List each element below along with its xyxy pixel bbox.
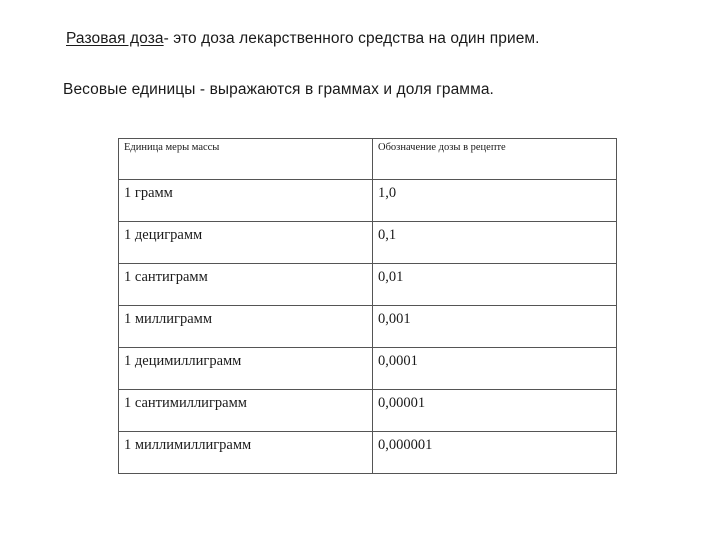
- notation-cell: 0,0001: [373, 348, 617, 390]
- unit-cell: 1 децимиллиграмм: [119, 348, 373, 390]
- table-row: [119, 390, 617, 432]
- notation-cell: 0,1: [373, 222, 617, 264]
- table-header-row: [119, 139, 617, 180]
- header-mass-unit: Единица меры массы: [119, 139, 373, 180]
- unit-cell: 1 сантиграмм: [119, 264, 373, 306]
- notation-cell: 0,000001: [373, 432, 617, 474]
- table-row: [119, 432, 617, 474]
- notation-cell: 0,001: [373, 306, 617, 348]
- header-dose-notation: Обозначение дозы в рецепте: [373, 139, 617, 180]
- dose-units-table: [118, 138, 617, 474]
- table-row: [119, 264, 617, 306]
- unit-cell: 1 миллиграмм: [119, 306, 373, 348]
- unit-cell: 1 грамм: [119, 180, 373, 222]
- unit-cell: 1 сантимиллиграмм: [119, 390, 373, 432]
- weights-note: Весовые единицы - выражаются в граммах и доля грамма.: [63, 81, 494, 98]
- table-row: [119, 222, 617, 264]
- table-row: [119, 180, 617, 222]
- table-row: [119, 348, 617, 390]
- definition-text: - это доза лекарственного средства на один прием.: [163, 30, 540, 47]
- definition-term: Разовая доза: [66, 30, 164, 47]
- unit-cell: 1 дециграмм: [119, 222, 373, 264]
- notation-cell: 1,0: [373, 180, 617, 222]
- definition-line: [66, 30, 540, 48]
- unit-cell: 1 миллимиллиграмм: [119, 432, 373, 474]
- notation-cell: 0,01: [373, 264, 617, 306]
- notation-cell: 0,00001: [373, 390, 617, 432]
- table-row: [119, 306, 617, 348]
